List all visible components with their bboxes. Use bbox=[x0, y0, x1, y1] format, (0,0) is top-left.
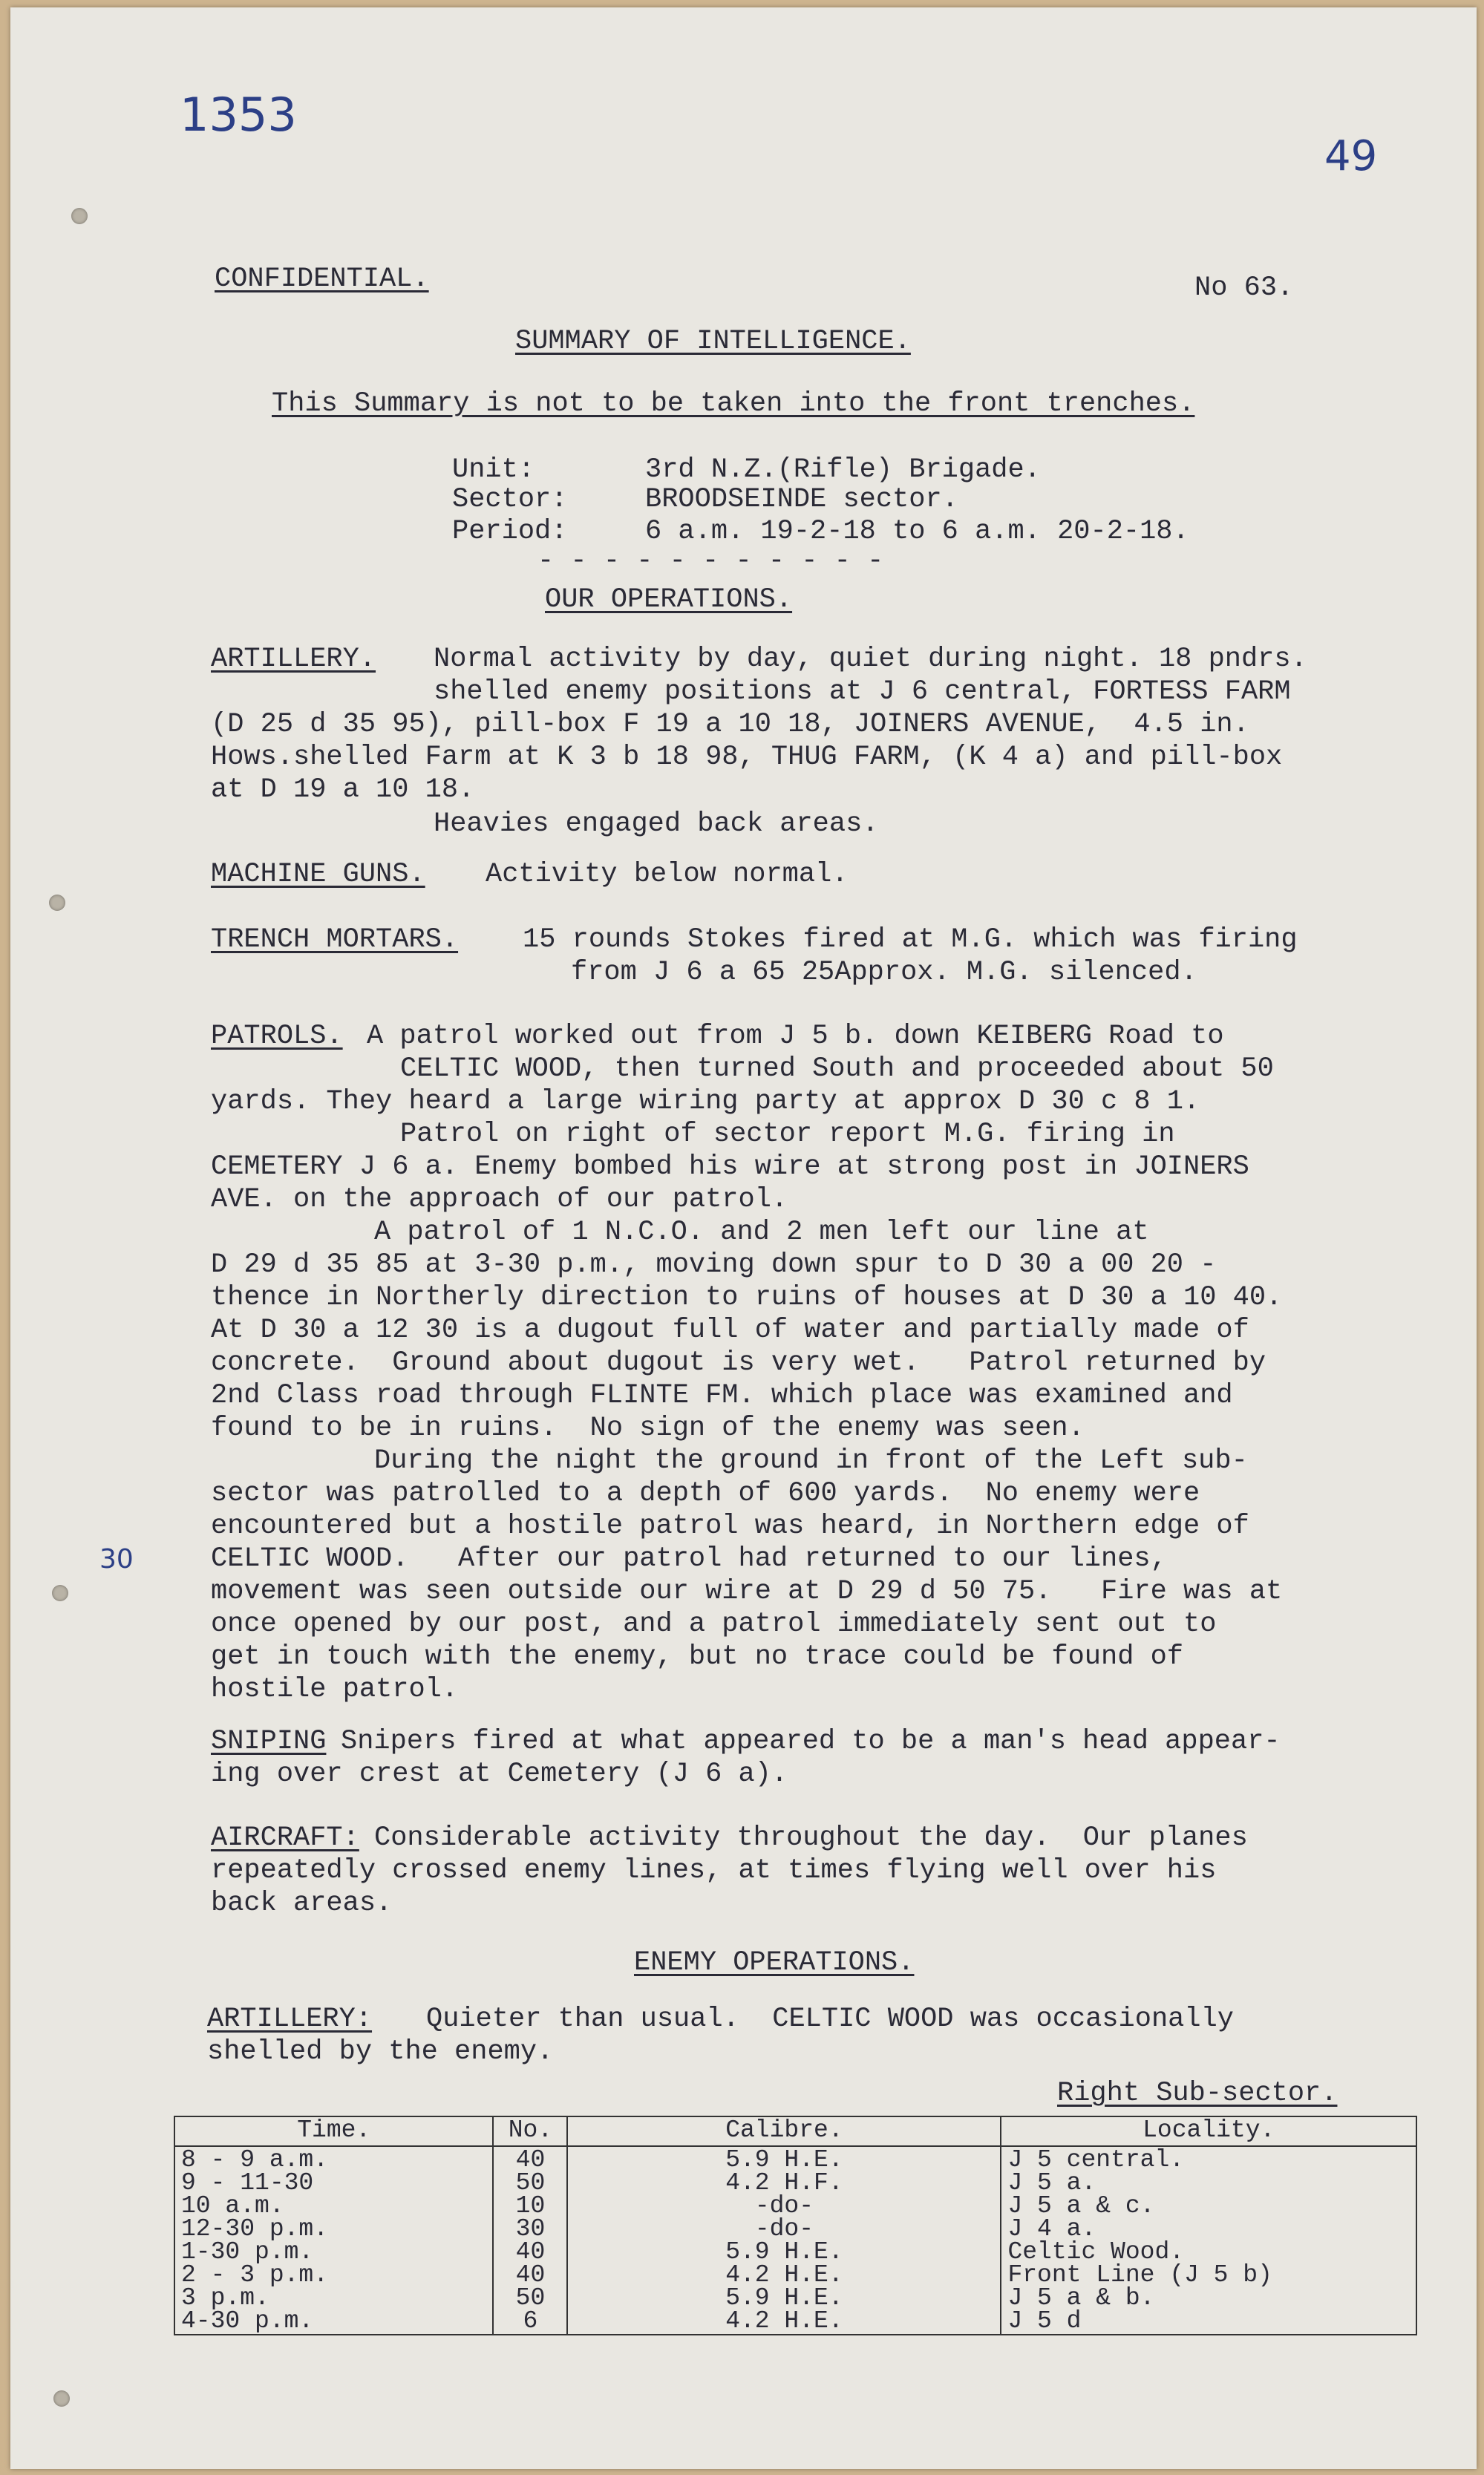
table-cell: 5.9 H.E. bbox=[725, 2284, 843, 2312]
patrols-line: hostile patrol. bbox=[211, 1674, 459, 1705]
reference-number: 1353 bbox=[180, 88, 297, 142]
col-header-locality: Locality. bbox=[1001, 2116, 1416, 2146]
our-artillery-line: shelled enemy positions at J 6 central, FORTESS FARM bbox=[434, 676, 1291, 707]
our-artillery-line: Heavies engaged back areas. bbox=[434, 808, 879, 840]
table-cell: 5.9 H.E. bbox=[725, 2238, 843, 2266]
table-cell: 40 bbox=[515, 2238, 546, 2266]
table-cell: 4-30 p.m. bbox=[181, 2307, 314, 2335]
table-cell: 6 bbox=[523, 2307, 538, 2335]
punch-hole bbox=[52, 1585, 68, 1601]
patrols-line: sector was patrolled to a depth of 600 yards. No enemy were bbox=[211, 1478, 1200, 1509]
table-cell: 10 bbox=[515, 2192, 546, 2220]
table-cell: 10 a.m. bbox=[181, 2192, 284, 2220]
unit-value: 3rd N.Z.(Rifle) Brigade. bbox=[645, 454, 1041, 485]
table-cell: J 5 d bbox=[1007, 2307, 1082, 2335]
trench-mortars-label: TRENCH MORTARS. bbox=[211, 924, 459, 955]
table-row bbox=[174, 2146, 1416, 2335]
enemy-artillery-line: shelled by the enemy. bbox=[207, 2036, 554, 2067]
document-page bbox=[10, 7, 1477, 2469]
patrols-label: PATROLS. bbox=[211, 1021, 343, 1052]
punch-hole bbox=[53, 2390, 70, 2407]
sector-label: Sector: bbox=[452, 484, 568, 515]
patrols-line: yards. They heard a large wiring party at approx D 30 c 8 1. bbox=[211, 1086, 1200, 1117]
classification: CONFIDENTIAL. bbox=[215, 264, 429, 295]
table-cell: 2 - 3 p.m. bbox=[181, 2261, 329, 2289]
locality-cell bbox=[1001, 2146, 1416, 2335]
page-number: 49 bbox=[1324, 132, 1378, 180]
summary-number: No 63. bbox=[1194, 272, 1294, 304]
patrols-line: AVE. on the approach of our patrol. bbox=[211, 1184, 788, 1215]
number-cell bbox=[493, 2146, 567, 2335]
patrols-line: CEMETERY J 6 a. Enemy bombed his wire at strong post in JOINERS bbox=[211, 1151, 1249, 1183]
our-operations-heading: OUR OPERATIONS. bbox=[545, 584, 793, 615]
table-cell: 4.2 H.F. bbox=[725, 2169, 843, 2197]
patrols-line: found to be in ruins. No sign of the enemy was seen. bbox=[211, 1413, 1085, 1444]
table-cell: J 5 a. bbox=[1007, 2169, 1096, 2197]
patrols-line: encountered but a hostile patrol was heard, in Northern edge of bbox=[211, 1511, 1249, 1542]
document-title: SUMMARY OF INTELLIGENCE. bbox=[515, 326, 911, 357]
col-header-number: No. bbox=[493, 2116, 567, 2146]
table-cell: 4.2 H.E. bbox=[725, 2261, 843, 2289]
table-cell: 40 bbox=[515, 2146, 546, 2174]
aircraft-label: AIRCRAFT: bbox=[211, 1822, 359, 1854]
our-artillery-line: (D 25 d 35 95), pill-box F 19 a 10 18, JOINERS AVENUE, 4.5 in. bbox=[211, 709, 1249, 740]
patrols-line: A patrol worked out from J 5 b. down KEIBERG Road to bbox=[367, 1021, 1224, 1052]
table-cell: J 5 central. bbox=[1007, 2146, 1185, 2174]
patrols-line: CELTIC WOOD, then turned South and proceeded about 50 bbox=[400, 1053, 1274, 1085]
sector-value: BROODSEINDE sector. bbox=[645, 484, 958, 515]
table-header-row bbox=[174, 2116, 1416, 2146]
col-header-calibre: Calibre. bbox=[567, 2116, 1001, 2146]
patrols-line: once opened by our post, and a patrol immediately sent out to bbox=[211, 1609, 1217, 1640]
patrols-line: D 29 d 35 85 at 3-30 p.m., moving down spur to D 30 a 00 20 - bbox=[211, 1249, 1217, 1281]
table-cell: 1-30 p.m. bbox=[181, 2238, 314, 2266]
table-cell: J 5 a & b. bbox=[1007, 2284, 1155, 2312]
table-cell: 3 p.m. bbox=[181, 2284, 269, 2312]
table-cell: 50 bbox=[515, 2169, 546, 2197]
patrols-line: get in touch with the enemy, but no trace could be found of bbox=[211, 1641, 1184, 1673]
table-cell: Front Line (J 5 b) bbox=[1007, 2261, 1272, 2289]
our-artillery-line: Hows.shelled Farm at K 3 b 18 98, THUG FARM, (K 4 a) and pill-box bbox=[211, 742, 1283, 773]
patrols-line: movement was seen outside our wire at D 29 d 50 75. Fire was at bbox=[211, 1576, 1283, 1607]
machine-guns-label: MACHINE GUNS. bbox=[211, 859, 425, 890]
table-cell: Celtic Wood. bbox=[1007, 2238, 1185, 2266]
enemy-artillery-label: ARTILLERY: bbox=[207, 2004, 373, 2035]
table-cell: -do- bbox=[754, 2192, 814, 2220]
table-cell: 40 bbox=[515, 2261, 546, 2289]
aircraft-line: Considerable activity throughout the day. Our planes bbox=[374, 1822, 1248, 1854]
machine-guns-text: Activity below normal. bbox=[486, 859, 849, 890]
punch-hole bbox=[49, 895, 65, 911]
patrols-line: A patrol of 1 N.C.O. and 2 men left our line at bbox=[374, 1217, 1149, 1248]
table-cell: 12-30 p.m. bbox=[181, 2215, 329, 2243]
our-artillery-line: at D 19 a 10 18. bbox=[211, 774, 475, 805]
period-label: Period: bbox=[452, 516, 568, 547]
subsector-label: Right Sub-sector. bbox=[1057, 2078, 1338, 2109]
patrols-line: During the night the ground in front of the Left sub- bbox=[374, 1445, 1248, 1477]
sniping-line: ing over crest at Cemetery (J 6 a). bbox=[211, 1759, 788, 1790]
table-cell: 4.2 H.E. bbox=[725, 2307, 843, 2335]
sniping-line: Snipers fired at what appeared to be a man's head appear- bbox=[341, 1726, 1281, 1757]
our-artillery-label: ARTILLERY. bbox=[211, 644, 376, 675]
period-value: 6 a.m. 19-2-18 to 6 a.m. 20-2-18. bbox=[645, 516, 1189, 547]
patrols-line: Patrol on right of sector report M.G. firing in bbox=[400, 1119, 1175, 1150]
patrols-line: At D 30 a 12 30 is a dugout full of water and partially made of bbox=[211, 1315, 1249, 1346]
table-cell: -do- bbox=[754, 2215, 814, 2243]
time-cell bbox=[174, 2146, 493, 2335]
table-cell: 8 - 9 a.m. bbox=[181, 2146, 329, 2174]
enemy-artillery-line: Quieter than usual. CELTIC WOOD was occasionally bbox=[426, 2004, 1234, 2035]
table-cell: J 4 a. bbox=[1007, 2215, 1096, 2243]
table-cell: 5.9 H.E. bbox=[725, 2146, 843, 2174]
trench-mortars-line: 15 rounds Stokes fired at M.G. which was firing bbox=[523, 924, 1298, 955]
dashed-rule: - - - - - - - - - - - bbox=[537, 546, 884, 577]
table-cell: 9 - 11-30 bbox=[181, 2169, 314, 2197]
margin-note: 30 bbox=[99, 1544, 134, 1575]
table-cell: 30 bbox=[515, 2215, 546, 2243]
distribution-notice: This Summary is not to be taken into the front trenches. bbox=[272, 388, 1195, 419]
patrols-line: concrete. Ground about dugout is very wet. Patrol returned by bbox=[211, 1347, 1266, 1379]
patrols-line: 2nd Class road through FLINTE FM. which place was examined and bbox=[211, 1380, 1233, 1411]
trench-mortars-line: from J 6 a 65 25Approx. M.G. silenced. bbox=[571, 957, 1197, 988]
punch-hole bbox=[71, 208, 88, 224]
unit-label: Unit: bbox=[452, 454, 535, 485]
enemy-operations-heading: ENEMY OPERATIONS. bbox=[634, 1947, 915, 1978]
aircraft-line: repeatedly crossed enemy lines, at times flying well over his bbox=[211, 1855, 1217, 1886]
table-cell: 50 bbox=[515, 2284, 546, 2312]
aircraft-line: back areas. bbox=[211, 1888, 393, 1919]
shelling-table bbox=[174, 2116, 1417, 2335]
table-cell: J 5 a & c. bbox=[1007, 2192, 1155, 2220]
col-header-time: Time. bbox=[174, 2116, 493, 2146]
our-artillery-line: Normal activity by day, quiet during night. 18 pndrs. bbox=[434, 644, 1307, 675]
calibre-cell bbox=[567, 2146, 1001, 2335]
patrols-line: CELTIC WOOD. After our patrol had returned to our lines, bbox=[211, 1543, 1167, 1575]
sniping-label: SNIPING bbox=[211, 1726, 327, 1757]
patrols-line: thence in Northerly direction to ruins of houses at D 30 a 10 40. bbox=[211, 1282, 1283, 1313]
